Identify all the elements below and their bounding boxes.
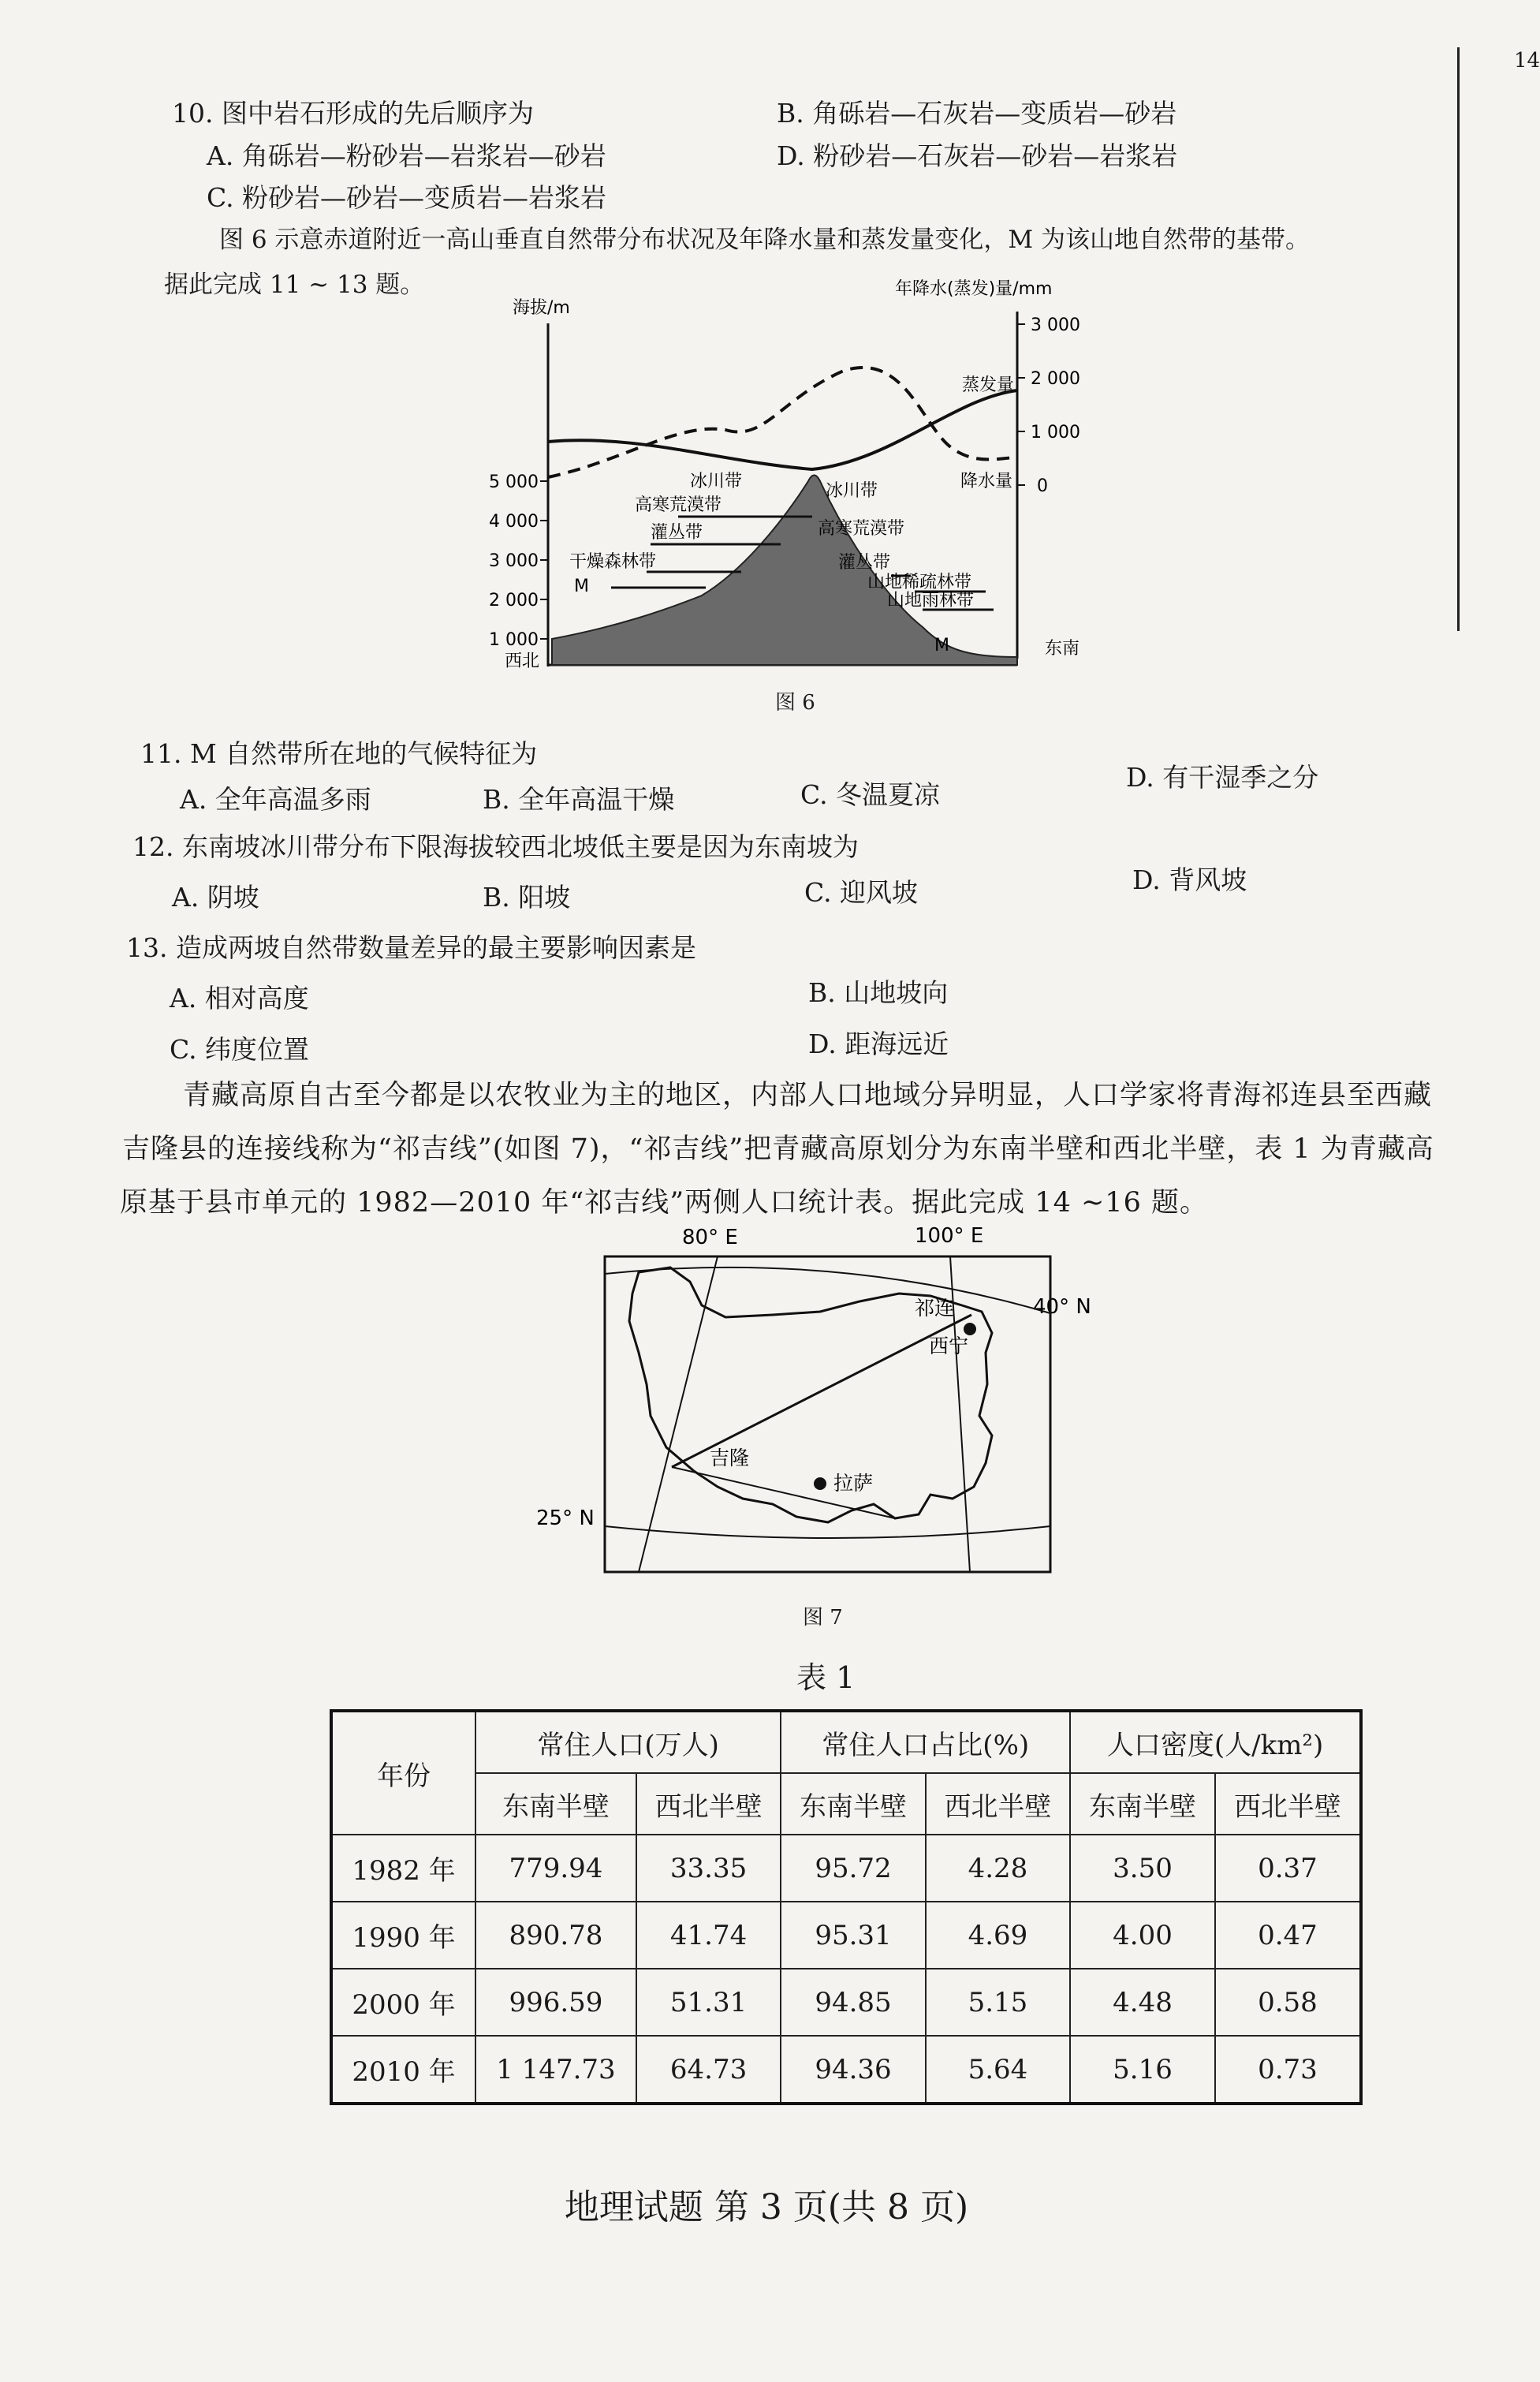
fig6-precipitation-label: 降水量 — [960, 472, 1013, 491]
passage-line-3: 原基于县市单元的 1982—2010 年“祁吉线”两侧人口统计表。据此完成 14 ~16 题。 — [120, 1187, 1208, 1219]
q10-option-a: A. 角砾岩—粉砂岩—岩浆岩—砂岩 — [207, 140, 606, 171]
fig6-dir-southeast: 东南 — [1045, 639, 1080, 659]
table-cell: 890.78 — [475, 1902, 636, 1969]
table-cell: 4.48 — [1070, 1969, 1215, 2036]
table-cell: 5.15 — [926, 1969, 1070, 2036]
table-cell: 0.47 — [1215, 1902, 1361, 1969]
population-table — [330, 1709, 1363, 2105]
fig6-nw-glacier: 冰川带 — [690, 472, 743, 491]
q13-option-c: C. 纬度位置 — [170, 1034, 310, 1065]
table-cell: 0.58 — [1215, 1969, 1361, 2036]
fig7-lat-25n: 25° N — [536, 1506, 595, 1530]
corner-page-number: 14 — [1514, 49, 1540, 73]
page-edge-line — [1457, 47, 1460, 631]
fig6-se-rainforest: 山地雨林带 — [887, 591, 975, 610]
fig7-lon-80e: 80° E — [682, 1226, 738, 1249]
table-cell: 1 147.73 — [475, 2036, 636, 2104]
q12-stem: 12. 东南坡冰川带分布下限海拔较西北坡低主要是因为东南坡为 — [132, 831, 859, 862]
table-cell: 4.69 — [926, 1902, 1070, 1969]
q12-option-d: D. 背风坡 — [1132, 864, 1247, 895]
header-group-density: 人口密度(人/km²) — [1070, 1711, 1361, 1773]
table-row — [331, 1835, 1361, 1902]
fig6-tick-2000: 2 000 — [489, 591, 539, 610]
table-cell: 51.31 — [636, 1969, 781, 2036]
figure-7-map — [520, 1226, 1104, 1589]
fig6-right-tick-0: 0 — [1037, 476, 1048, 496]
subheader-nw-1: 西北半壁 — [636, 1773, 781, 1835]
table-row — [331, 1902, 1361, 1969]
table-cell: 1990 年 — [331, 1902, 475, 1969]
fig6-left-axis-title: 海拔/m — [513, 298, 570, 318]
fig6-evaporation-curve — [548, 390, 1017, 469]
q12-option-b: B. 阳坡 — [483, 882, 571, 913]
q13-option-b: B. 山地坡向 — [808, 977, 949, 1008]
table-cell: 4.00 — [1070, 1902, 1215, 1969]
subheader-nw-3: 西北半壁 — [1215, 1773, 1361, 1835]
fig7-xining-dot — [964, 1323, 976, 1335]
fig6-se-sparse-forest: 山地稀疏林带 — [867, 573, 972, 592]
subheader-se-2: 东南半壁 — [781, 1773, 925, 1835]
fig7-place-jilong: 吉隆 — [710, 1447, 750, 1469]
fig7-place-qilian: 祁连 — [915, 1297, 955, 1320]
passage-line-2: 吉隆县的连接线称为“祁吉线”(如图 7)，“祁吉线”把青藏高原划分为东南半壁和西北半壁，表 1 为青藏高 — [122, 1133, 1434, 1165]
fig7-map-frame — [605, 1256, 1050, 1572]
table-cell: 3.50 — [1070, 1835, 1215, 1902]
fig6-tick-4000: 4 000 — [489, 512, 539, 532]
fig6-intro-line2: 据此完成 11 ~ 13 题。 — [164, 271, 425, 299]
table-cell: 1982 年 — [331, 1835, 475, 1902]
fig6-right-axis-title: 年降水(蒸发)量/mm — [895, 279, 1053, 299]
fig6-se-alpine-desert: 高寒荒漠带 — [818, 519, 905, 539]
table-header-row — [331, 1711, 1361, 1773]
table-cell: 5.64 — [926, 2036, 1070, 2104]
q10-option-d: D. 粉砂岩—石灰岩—砂岩—岩浆岩 — [777, 140, 1178, 171]
fig7-qiji-line — [672, 1315, 971, 1467]
table-cell: 33.35 — [636, 1835, 781, 1902]
fig6-intro-line1: 图 6 示意赤道附近一高山垂直自然带分布状况及年降水量和蒸发量变化，M 为该山地自然带的基带。 — [219, 226, 1311, 254]
header-group-share: 常住人口占比(%) — [781, 1711, 1070, 1773]
fig6-nw-shrub: 灌丛带 — [651, 523, 703, 543]
fig6-nw-dry-forest: 干燥森林带 — [569, 552, 657, 572]
table-cell: 95.31 — [781, 1902, 925, 1969]
q11-option-a: A. 全年高温多雨 — [180, 784, 371, 815]
table-cell: 2000 年 — [331, 1969, 475, 2036]
figure-6-diagram — [481, 280, 1096, 674]
header-year: 年份 — [331, 1711, 475, 1835]
fig6-right-ticks — [1017, 315, 1080, 496]
table-cell: 64.73 — [636, 2036, 781, 2104]
fig7-place-xining: 西宁 — [929, 1335, 969, 1357]
table-cell: 94.85 — [781, 1969, 925, 2036]
fig6-evaporation-label: 蒸发量 — [962, 375, 1015, 395]
fig6-precipitation-curve — [548, 368, 1017, 477]
q10-stem: 10. 图中岩石形成的先后顺序为 — [172, 98, 534, 129]
table-cell: 41.74 — [636, 1902, 781, 1969]
q11-option-c: C. 冬温夏凉 — [800, 779, 941, 810]
fig6-right-tick-2000: 2 000 — [1031, 369, 1080, 389]
subheader-nw-2: 西北半壁 — [926, 1773, 1070, 1835]
fig6-se-glacier: 冰川带 — [826, 481, 878, 501]
passage-line-1: 青藏高原自古至今都是以农牧业为主的地区，内部人口地域分异明显，人口学家将青海祁连县至西藏 — [183, 1080, 1433, 1111]
fig7-caption: 图 7 — [803, 1606, 843, 1630]
q11-option-d: D. 有干湿季之分 — [1126, 762, 1319, 793]
table-cell: 5.16 — [1070, 2036, 1215, 2104]
q13-option-d: D. 距海远近 — [808, 1029, 949, 1059]
table1-title: 表 1 — [796, 1660, 856, 1695]
fig6-caption: 图 6 — [775, 691, 815, 715]
fig6-tick-5000: 5 000 — [489, 472, 539, 492]
fig6-nw-m-label: M — [574, 577, 589, 596]
table-cell: 0.73 — [1215, 2036, 1361, 2104]
q12-option-c: C. 迎风坡 — [804, 877, 919, 908]
header-group-population: 常住人口(万人) — [475, 1711, 781, 1773]
q10-option-c: C. 粉砂岩—砂岩—变质岩—岩浆岩 — [207, 182, 607, 213]
table-cell: 2010 年 — [331, 2036, 475, 2104]
table-cell: 95.72 — [781, 1835, 925, 1902]
fig7-lat-40n: 40° N — [1033, 1295, 1091, 1319]
q13-option-a: A. 相对高度 — [170, 983, 309, 1014]
fig7-parallel-25n — [605, 1526, 1050, 1538]
table-cell: 0.37 — [1215, 1835, 1361, 1902]
fig6-left-ticks — [489, 472, 548, 650]
fig6-tick-3000: 3 000 — [489, 551, 539, 571]
q12-option-a: A. 阴坡 — [172, 882, 259, 913]
table-subheader-row — [331, 1773, 1361, 1835]
subheader-se-3: 东南半壁 — [1070, 1773, 1215, 1835]
table-cell: 94.36 — [781, 2036, 925, 2104]
page-footer: 地理试题 第 3 页(共 8 页) — [564, 2187, 969, 2227]
fig6-se-shrub: 灌丛带 — [838, 553, 891, 573]
table-cell: 4.28 — [926, 1835, 1070, 1902]
q11-option-b: B. 全年高温干燥 — [483, 784, 675, 815]
q11-stem: 11. M 自然带所在地的气候特征为 — [140, 738, 538, 769]
subheader-se-1: 东南半壁 — [475, 1773, 636, 1835]
table-row — [331, 1969, 1361, 2036]
fig6-tick-1000: 1 000 — [489, 630, 539, 650]
fig6-se-m-label: M — [934, 636, 949, 655]
fig6-nw-alpine-desert: 高寒荒漠带 — [635, 495, 722, 515]
q10-option-b: B. 角砾岩—石灰岩—变质岩—砂岩 — [777, 98, 1177, 129]
fig7-lhasa-dot — [814, 1477, 826, 1490]
fig7-lon-100e: 100° E — [915, 1224, 984, 1248]
table-row — [331, 2036, 1361, 2104]
fig7-place-lhasa: 拉萨 — [833, 1472, 874, 1495]
table-cell: 779.94 — [475, 1835, 636, 1902]
table-cell: 996.59 — [475, 1969, 636, 2036]
q13-stem: 13. 造成两坡自然带数量差异的最主要影响因素是 — [126, 932, 696, 963]
fig6-right-tick-3000: 3 000 — [1031, 315, 1080, 335]
fig6-dir-northwest: 西北 — [505, 652, 540, 671]
fig7-parallel-40n — [605, 1268, 1050, 1313]
fig6-right-tick-1000: 1 000 — [1031, 423, 1080, 442]
